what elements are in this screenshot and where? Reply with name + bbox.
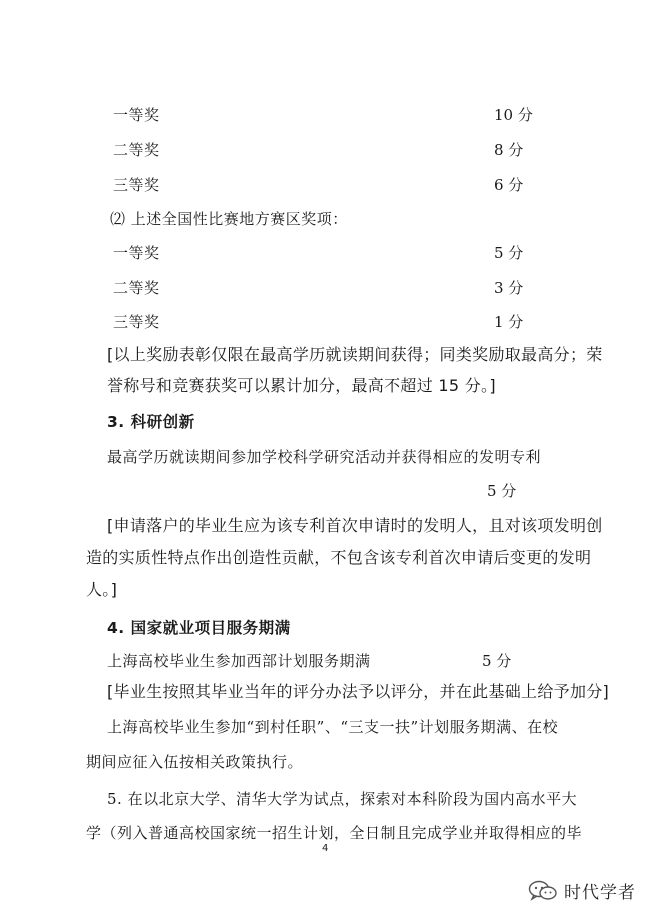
award-score: 3 分 <box>494 279 524 297</box>
award-label: 一等奖 <box>113 244 160 262</box>
section-score: 5 分 <box>487 482 517 500</box>
award-label: 三等奖 <box>113 176 160 194</box>
award-label: 二等奖 <box>113 279 160 297</box>
section-body: 最高学历就读期间参加学校科学研究活动并获得相应的发明专利 <box>107 448 542 466</box>
note-text: 人。] <box>86 580 118 599</box>
section-paragraph: 5. 在以北京大学、清华大学为试点，探索对本科阶段为国内高水平大 <box>107 790 578 808</box>
section-paragraph: 学（列入普通高校国家统一招生计划，全日制且完成学业并取得相应的毕 <box>86 824 583 842</box>
note-text: [申请落户的毕业生应为该专利首次申请时的发明人，且对该项发明创 <box>107 516 603 535</box>
award-score: 6 分 <box>494 176 524 194</box>
note-text: [毕业生按照其毕业当年的评分办法予以评分，并在此基础上给予加分] <box>107 682 610 701</box>
note-text: [以上奖励表彰仅限在最高学历就读期间获得；同类奖励取最高分；荣 <box>107 345 603 364</box>
section-heading: 4. 国家就业项目服务期满 <box>107 619 291 637</box>
section-paragraph: 期间应征入伍按相关政策执行。 <box>86 753 304 771</box>
award-score: 1 分 <box>494 313 524 331</box>
section-paragraph: 上海高校毕业生参加“到村任职”、“三支一扶”计划服务期满、在校 <box>107 718 559 736</box>
wechat-icon <box>528 880 558 902</box>
award-label: 一等奖 <box>113 106 160 124</box>
section-heading: 3. 科研创新 <box>107 413 195 431</box>
note-text: 誉称号和竞赛获奖可以累计加分，最高不超过 15 分。] <box>107 376 496 395</box>
award-label: 二等奖 <box>113 141 160 159</box>
award-score: 10 分 <box>494 106 533 124</box>
award-score: 8 分 <box>494 141 524 159</box>
award-score: 5 分 <box>494 244 524 262</box>
watermark <box>528 878 636 903</box>
section-body: 上海高校毕业生参加西部计划服务期满 <box>107 652 371 670</box>
award-label: 三等奖 <box>113 313 160 331</box>
section-score: 5 分 <box>482 652 512 670</box>
subsection-heading: ⑵ 上述全国性比赛地方赛区奖项： <box>110 210 348 228</box>
page-number: 4 <box>322 843 329 854</box>
note-text: 造的实质性特点作出创造性贡献，不包含该专利首次申请后变更的发明 <box>86 548 592 567</box>
watermark-text: 时代学者 <box>564 883 636 903</box>
